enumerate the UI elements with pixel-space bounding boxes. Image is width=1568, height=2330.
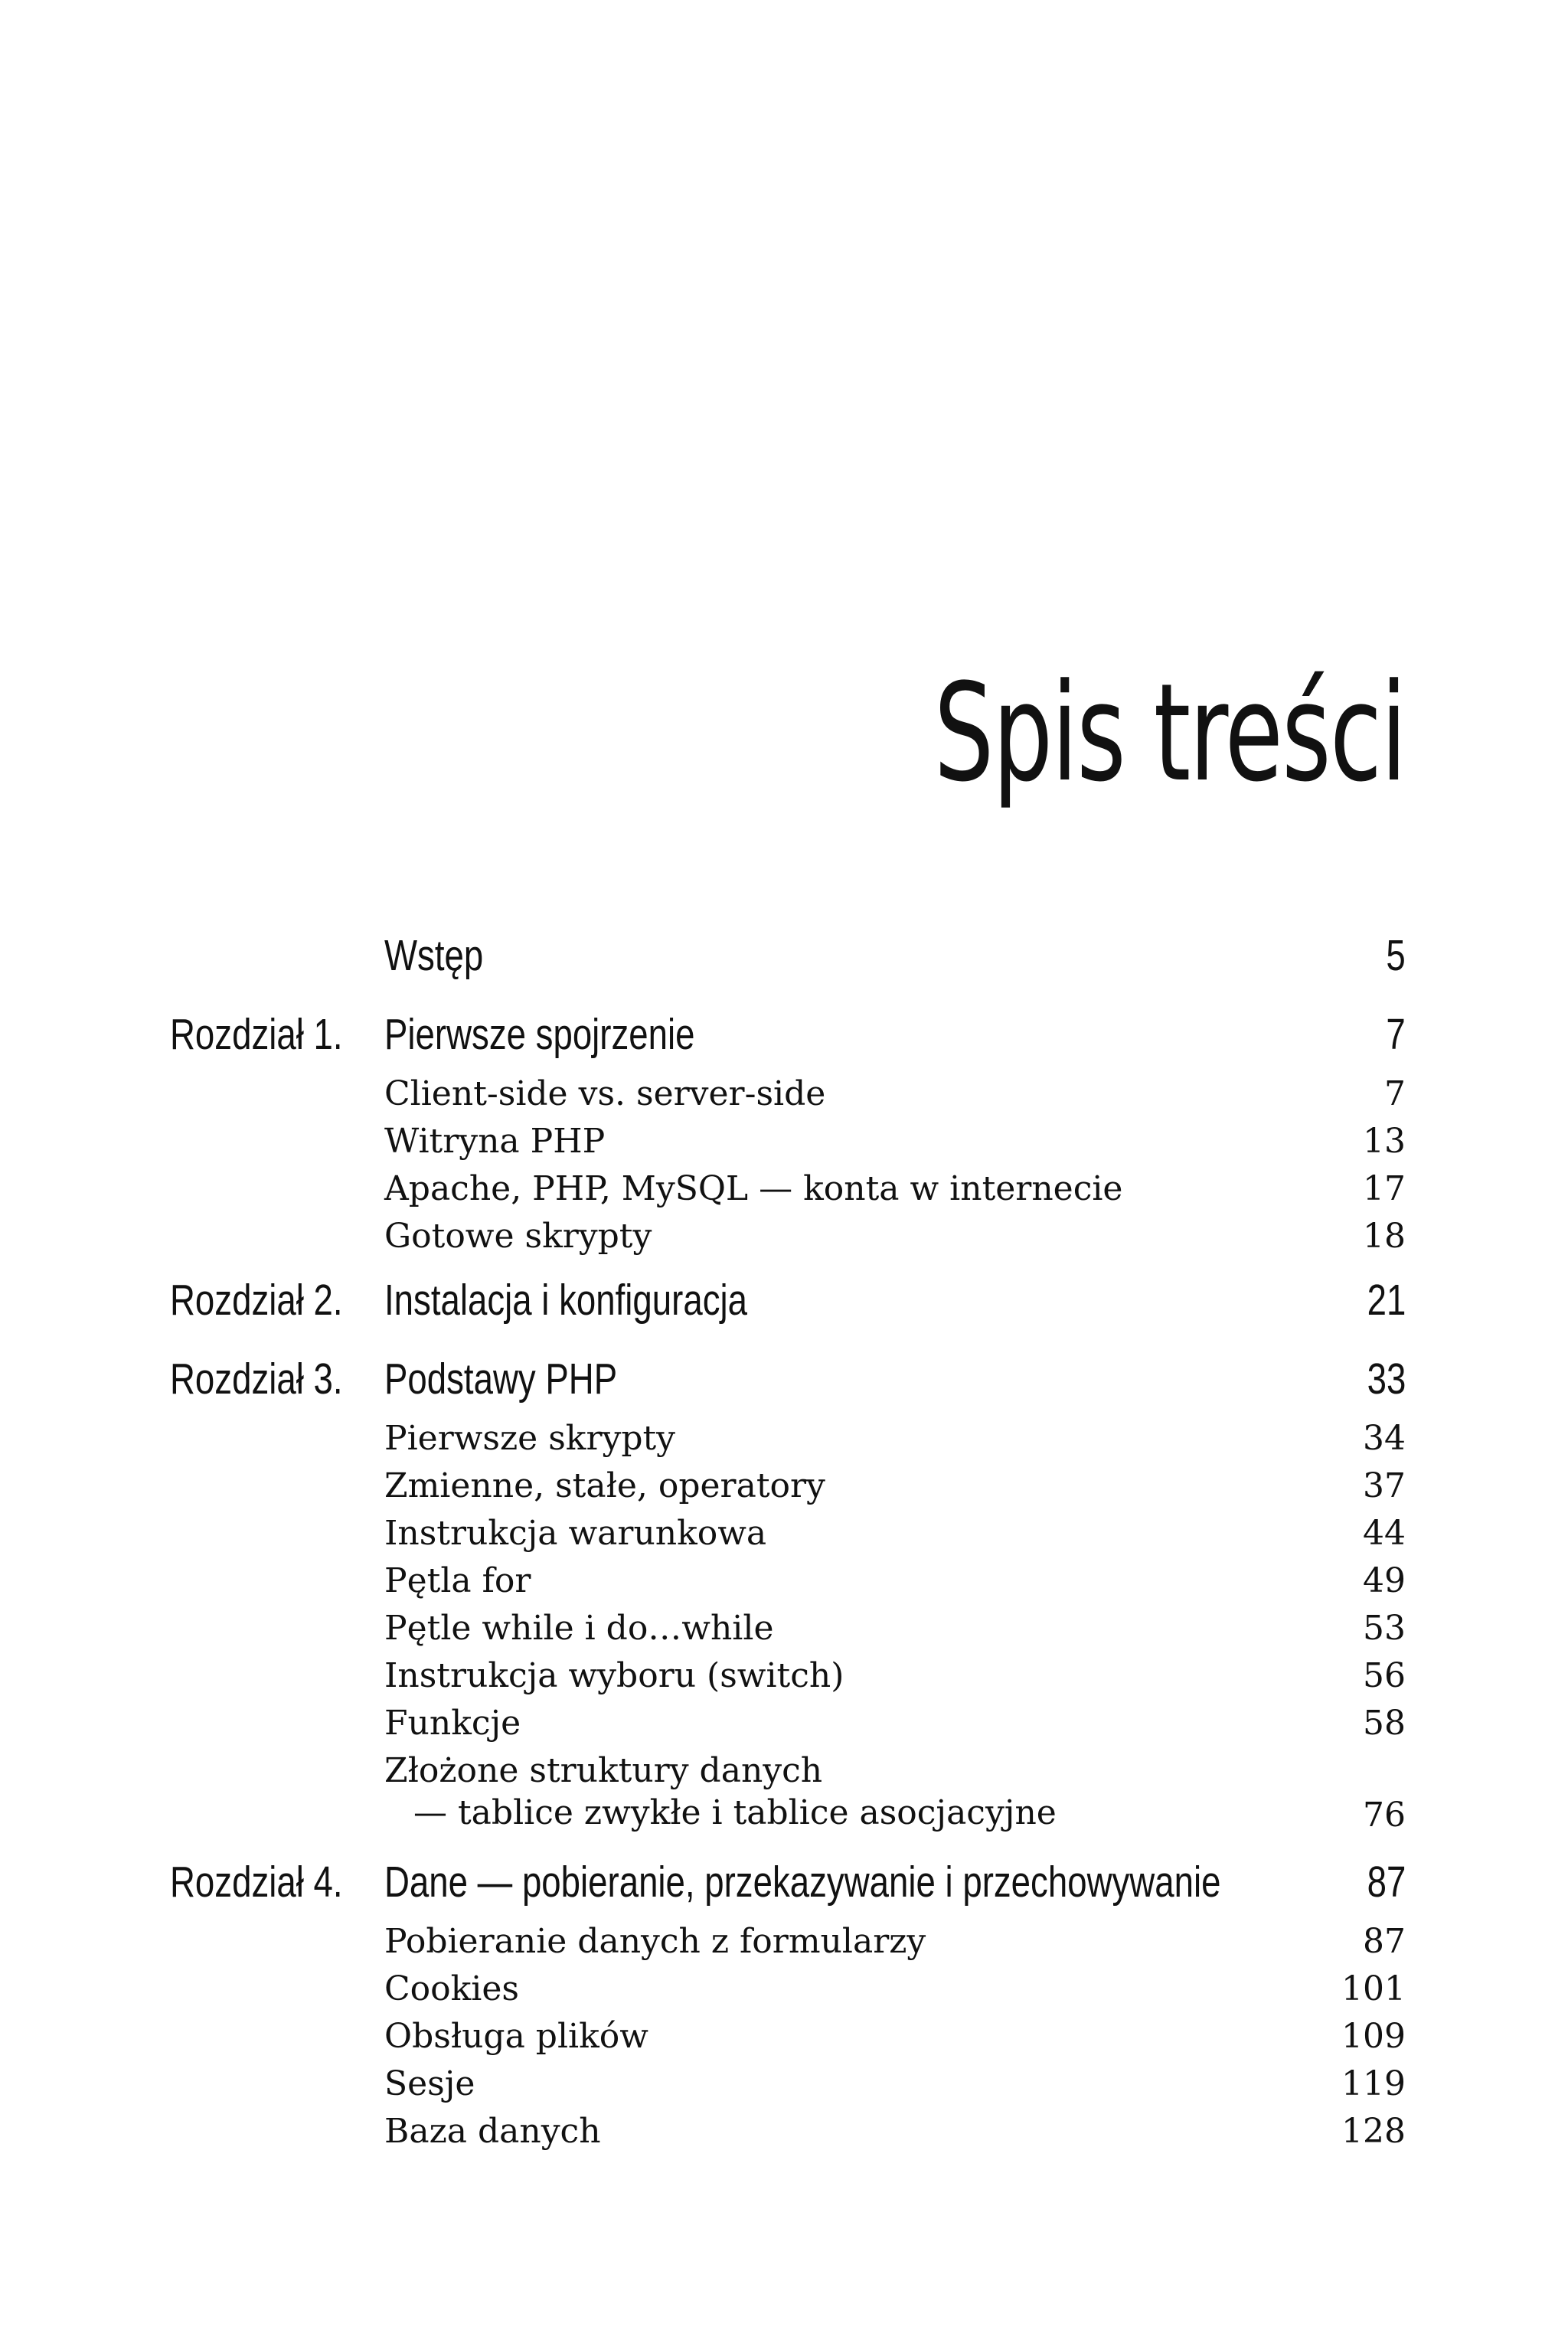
chapter-page: 87	[1367, 1858, 1406, 1907]
section-title: Pętle while i do…while	[384, 1609, 774, 1648]
section-title: Gotowe skrypty	[384, 1217, 652, 1256]
chapter-page: 7	[1386, 1010, 1406, 1059]
chapter-title: Dane — pobieranie, przekazywanie i przechowywanie	[384, 1858, 1221, 1907]
section-title: Baza danych	[384, 2112, 601, 2151]
section-page: 44	[1363, 1514, 1406, 1553]
section-title: Instrukcja warunkowa	[384, 1514, 767, 1553]
section-title: Instrukcja wyboru (switch)	[384, 1656, 844, 1695]
chapter-title: Instalacja i konfiguracja	[384, 1276, 747, 1325]
section-title: Funkcje	[384, 1704, 521, 1743]
chapter-label: Rozdział 1.	[170, 1010, 343, 1059]
section-page: 101	[1341, 1969, 1406, 2008]
chapter-page: 21	[1367, 1276, 1406, 1325]
chapter-page: 33	[1367, 1355, 1406, 1404]
section-title: Zmienne, stałe, operatory	[384, 1466, 825, 1505]
section-title	[384, 1751, 1057, 1832]
section-page: 76	[1363, 1796, 1406, 1835]
section-page: 37	[1363, 1466, 1406, 1505]
chapter-title: Podstawy PHP	[384, 1355, 618, 1404]
section-page: 87	[1363, 1922, 1406, 1961]
chapter-title: Wstęp	[384, 931, 484, 980]
section-title: Sesje	[384, 2064, 475, 2103]
chapter-label: Rozdział 2.	[170, 1276, 343, 1325]
section-page: 58	[1363, 1704, 1406, 1743]
section-title: Pierwsze skrypty	[384, 1419, 676, 1458]
section-title-line-1: Złożone struktury danych	[384, 1751, 823, 1790]
section-title: Client-side vs. server-side	[384, 1074, 826, 1113]
chapter-label: Rozdział 3.	[170, 1355, 343, 1404]
section-title: Cookies	[384, 1969, 519, 2008]
section-page: 18	[1363, 1217, 1406, 1256]
section-title: Pobieranie danych z formularzy	[384, 1922, 926, 1961]
section-page: 56	[1363, 1656, 1406, 1695]
chapter-title: Pierwsze spojrzenie	[384, 1010, 695, 1059]
section-page: 34	[1363, 1419, 1406, 1458]
chapter-label: Rozdział 4.	[170, 1858, 343, 1907]
section-title: Witryna PHP	[384, 1122, 606, 1161]
section-title: Obsługa plików	[384, 2017, 648, 2056]
section-title-line-2: — tablice zwykłe i tablice asocjacyjne	[413, 1793, 1057, 1832]
section-title: Apache, PHP, MySQL — konta w internecie	[384, 1169, 1123, 1208]
section-page: 109	[1341, 2017, 1406, 2056]
section-page: 119	[1341, 2064, 1406, 2103]
page-title: Spis treści	[933, 655, 1406, 812]
chapter-page: 5	[1386, 931, 1406, 980]
section-title: Pętla for	[384, 1561, 531, 1600]
section-page: 13	[1363, 1122, 1406, 1161]
section-page: 53	[1363, 1609, 1406, 1648]
section-page: 49	[1363, 1561, 1406, 1600]
section-page: 7	[1384, 1074, 1406, 1113]
section-page: 17	[1363, 1169, 1406, 1208]
section-page: 128	[1341, 2112, 1406, 2151]
